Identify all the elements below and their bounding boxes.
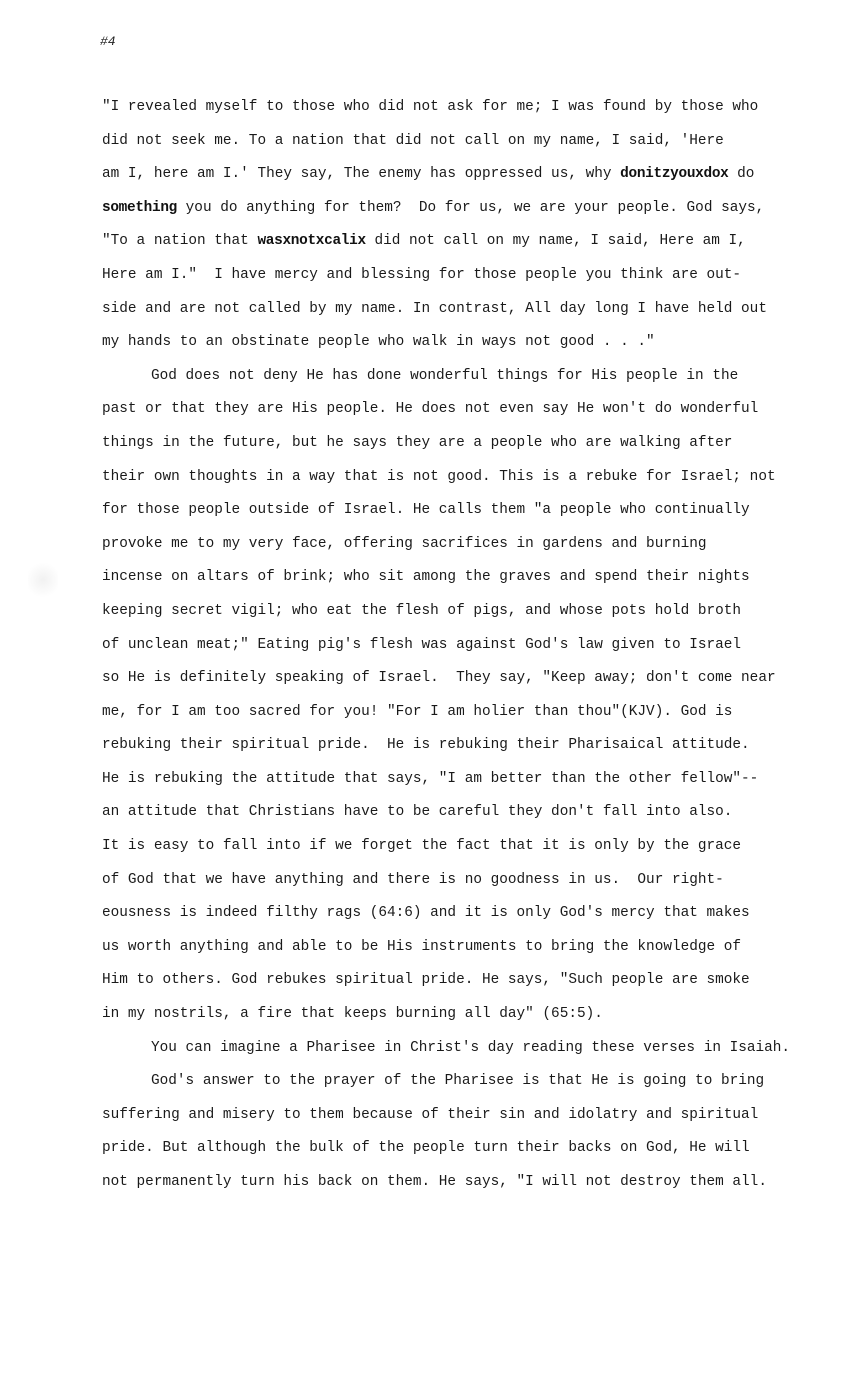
text-line: of unclean meat;" Eating pig's flesh was against God's law given to Israel [102,636,742,653]
text-line: You can imagine a Pharisee in Christ's day reading these verses in Isaiah. [151,1039,791,1056]
text-line: "I revealed myself to those who did not ask for me; I was found by those who [102,99,759,115]
text-line: It is easy to fall into if we forget the fact that it is only by the grace [102,838,742,855]
text-line [102,228,802,262]
text-line: God does not deny He has done wonderful things for His people in the [151,367,739,384]
line-segment: "To a nation that [102,233,258,250]
text-line: He is rebuking the attitude that says, "I am better than the other fellow"-- [102,770,759,787]
text-line: eousness is indeed filthy rags (64:6) and it is only God's mercy that makes [102,905,750,922]
text-line [102,161,802,195]
text-line: in my nostrils, a fire that keeps burning all day" (65:5). [102,1006,603,1023]
text-line: pride. But although the bulk of the people turn their backs on God, He will [102,1140,750,1157]
text-line: an attitude that Christians have to be careful they don't fall into also. [102,804,733,821]
text-line: for those people outside of Israel. He calls them "a people who continually [102,502,750,519]
text-line: rebuking their spiritual pride. He is rebuking their Pharisaical attitude. [102,737,750,754]
line-segment: did not call on my name, I said, Here am I, [365,233,746,250]
text-line: past or that they are His people. He does not even say He won't do wonderful [102,401,759,418]
page-number: #4 [100,34,116,49]
text-line: provoke me to my very face, offering sacrifices in gardens and burning [102,535,707,552]
text-line: Here am I." I have mercy and blessing for those people you think are out- [102,266,742,283]
line-segment: am I, here am I.' They say, The enemy has oppressed us, why [102,166,621,183]
struck-out-text: wasxnotxcalix [257,233,366,250]
text-line: did not seek me. To a nation that did not call on my name, I said, 'Here [102,132,724,149]
text-line: me, for I am too sacred for you! "For I am holier than thou"(KJV). God is [102,703,733,720]
text-line: of God that we have anything and there is no goodness in us. Our right- [102,871,724,888]
text-line: Him to others. God rebukes spiritual pride. He says, "Such people are smoke [102,972,750,989]
text-line [102,195,802,229]
struck-out-text: something [102,199,178,216]
line-segment: you do anything for them? Do for us, we are your people. God says, [177,199,765,216]
text-line: my hands to an obstinate people who walk in ways not good . . ." [102,334,655,351]
body-text [102,94,802,1203]
text-line: suffering and misery to them because of their sin and idolatry and spiritual [102,1106,759,1123]
text-line: their own thoughts in a way that is not good. This is a rebuke for Israel; not [102,468,776,485]
text-line: keeping secret vigil; who eat the flesh of pigs, and whose pots hold broth [102,602,742,619]
line-segment: do [728,166,755,183]
text-line: not permanently turn his back on them. He says, "I will not destroy them all. [102,1174,767,1190]
text-line: things in the future, but he says they are a people who are walking after [102,434,733,451]
text-line: incense on altars of brink; who sit among the graves and spend their nights [102,569,750,586]
paper-speck [28,560,58,600]
text-line: side and are not called by my name. In contrast, All day long I have held out [102,300,767,317]
struck-out-text: donitzyouxdox [620,166,729,183]
text-line: God's answer to the prayer of the Pharisee is that He is going to bring [151,1073,765,1090]
text-line: so He is definitely speaking of Israel. They say, "Keep away; don't come near [102,670,776,687]
text-line: us worth anything and able to be His instruments to bring the knowledge of [102,938,742,955]
